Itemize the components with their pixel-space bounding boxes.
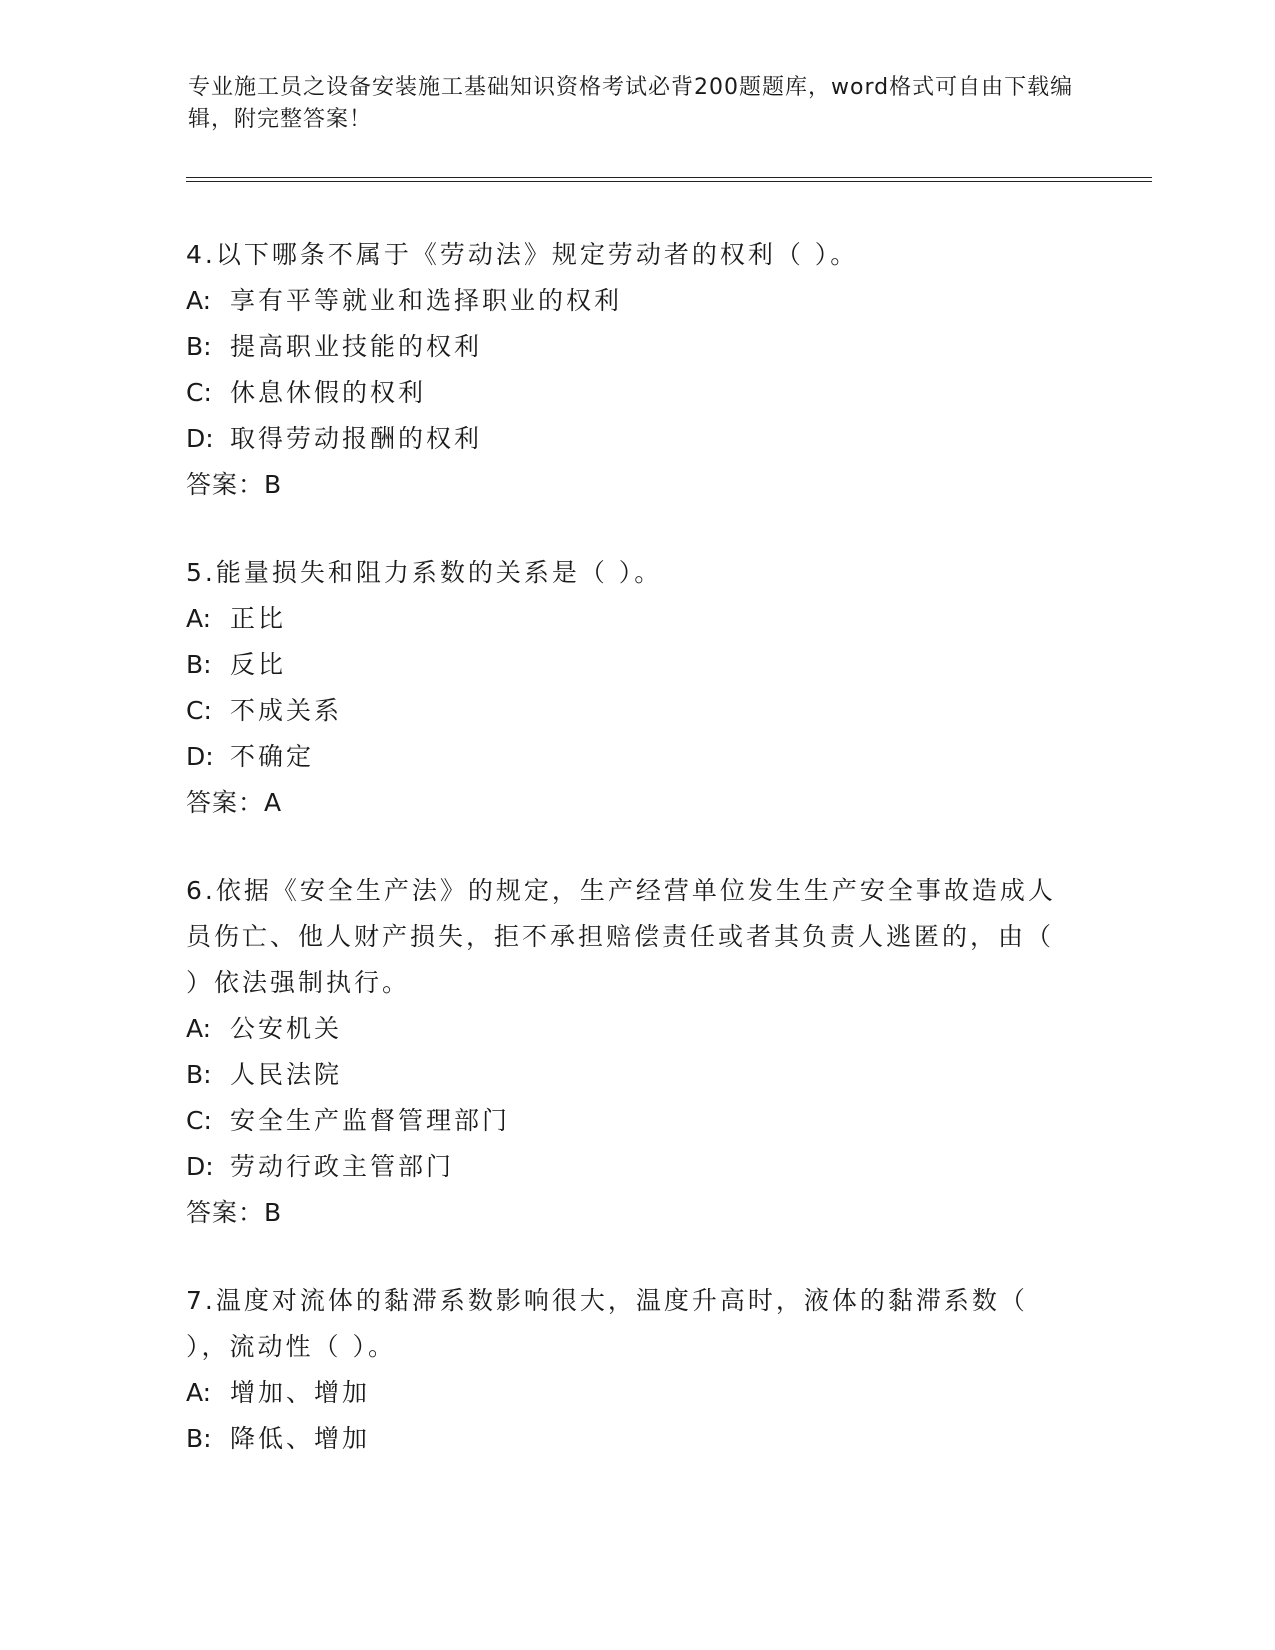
option-text: 正比 [230, 604, 287, 633]
option-text: 取得劳动报酬的权利 [230, 424, 483, 453]
option-c [186, 370, 1066, 416]
option-d [186, 734, 1066, 780]
option-text: 不确定 [230, 742, 315, 771]
option-c [186, 688, 1066, 734]
question-4 [186, 232, 1066, 508]
option-b [186, 642, 1066, 688]
option-text: 提高职业技能的权利 [230, 332, 483, 361]
option-text: 反比 [230, 650, 287, 679]
option-letter: C: [186, 1106, 212, 1135]
option-a [186, 278, 1066, 324]
option-c [186, 1098, 1066, 1144]
question-text: 5.能量损失和阻力系数的关系是（ ）。 [186, 558, 663, 587]
question-list [186, 232, 1066, 1504]
option-d [186, 1144, 1066, 1190]
option-text: 享有平等就业和选择职业的权利 [230, 286, 623, 315]
answer: 答案：B [186, 1198, 283, 1227]
option-text: 公安机关 [230, 1014, 343, 1043]
option-text: 人民法院 [230, 1060, 343, 1089]
option-letter: D: [186, 1152, 214, 1181]
option-text: 增加、增加 [230, 1378, 371, 1407]
option-letter: C: [186, 696, 212, 725]
option-a [186, 1370, 1066, 1416]
option-letter: B: [186, 650, 212, 679]
option-letter: D: [186, 424, 214, 453]
option-b [186, 1052, 1066, 1098]
question-text: 7.温度对流体的黏滞系数影响很大，温度升高时，液体的黏滞系数（ ），流动性（ ）。 [186, 1286, 1028, 1361]
option-letter: C: [186, 378, 212, 407]
option-a [186, 596, 1066, 642]
question-text: 4.以下哪条不属于《劳动法》规定劳动者的权利（ ）。 [186, 240, 859, 269]
option-d [186, 416, 1066, 462]
question-7 [186, 1278, 1066, 1462]
answer: 答案：B [186, 470, 283, 499]
document-header: 专业施工员之设备安装施工基础知识资格考试必背200题题库，word格式可自由下载编辑，附完整答案！ [188, 75, 1074, 132]
question-6 [186, 868, 1066, 1236]
option-letter: D: [186, 742, 214, 771]
option-letter: B: [186, 1424, 212, 1453]
option-b [186, 324, 1066, 370]
option-text: 休息休假的权利 [230, 378, 427, 407]
header-double-rule [186, 177, 1152, 182]
option-letter: A: [186, 1378, 212, 1407]
option-a [186, 1006, 1066, 1052]
option-letter: B: [186, 332, 212, 361]
option-letter: A: [186, 286, 212, 315]
option-text: 安全生产监督管理部门 [230, 1106, 511, 1135]
option-letter: A: [186, 604, 212, 633]
question-5 [186, 550, 1066, 826]
option-letter: A: [186, 1014, 212, 1043]
question-text: 6.依据《安全生产法》的规定，生产经营单位发生生产安全事故造成人员伤亡、他人财产损失，拒不承担赔偿责任或者其负责人逃匿的，由（ ）依法强制执行。 [186, 876, 1056, 997]
option-text: 劳动行政主管部门 [230, 1152, 455, 1181]
option-letter: B: [186, 1060, 212, 1089]
answer: 答案：A [186, 788, 283, 817]
option-text: 降低、增加 [230, 1424, 371, 1453]
option-text: 不成关系 [230, 696, 343, 725]
option-b [186, 1416, 1066, 1462]
